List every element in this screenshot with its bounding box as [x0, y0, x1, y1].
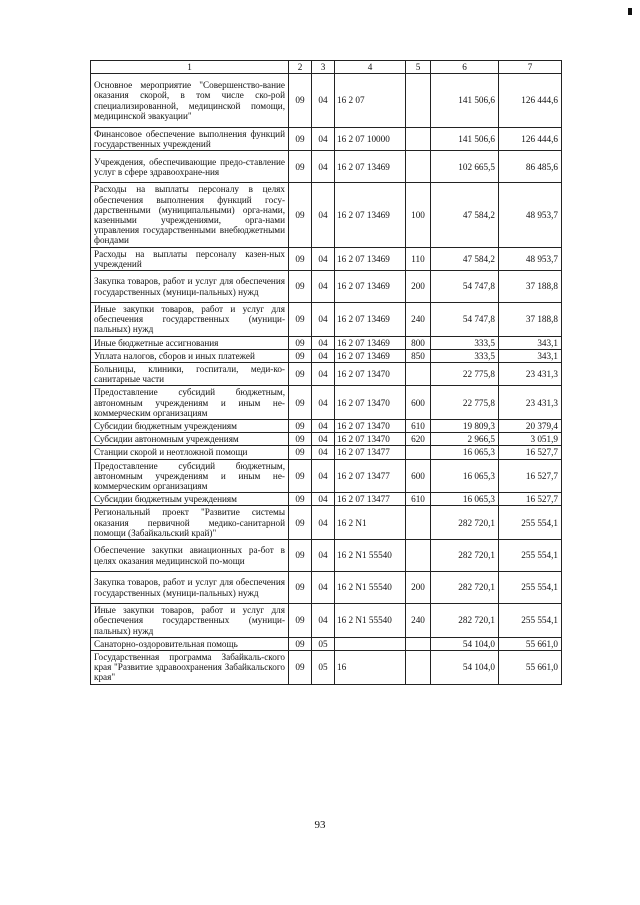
row-amount-year1: 54 104,0 — [431, 650, 499, 684]
corner-mark — [628, 8, 632, 15]
row-expense-type: 600 — [406, 386, 431, 420]
row-expense-type — [406, 151, 431, 183]
row-target-article: 16 2 N1 55540 — [335, 572, 406, 604]
table-row — [91, 433, 562, 446]
row-subsection: 04 — [312, 247, 335, 270]
row-name: Больницы, клиники, госпитали, меди-ко-санитарные части — [91, 363, 289, 386]
row-name: Государственная программа Забайкаль-ского края "Развитие здравоохранения Забайкальского края" — [91, 650, 289, 684]
row-amount-year2: 55 661,0 — [499, 637, 562, 650]
row-target-article: 16 2 07 — [335, 74, 406, 128]
row-amount-year1: 282 720,1 — [431, 540, 499, 572]
row-expense-type: 610 — [406, 493, 431, 506]
row-amount-year2: 255 554,1 — [499, 572, 562, 604]
row-amount-year1: 16 065,3 — [431, 459, 499, 493]
row-amount-year1: 54 747,8 — [431, 303, 499, 337]
row-section: 09 — [289, 74, 312, 128]
row-name: Региональный проект "Развитие системы оказания первичной медико-санитарной помощи (Забайкальский край)" — [91, 506, 289, 540]
budget-table — [90, 60, 562, 685]
row-target-article — [335, 637, 406, 650]
table-row — [91, 271, 562, 303]
row-section: 09 — [289, 336, 312, 349]
row-name: Станции скорой и неотложной помощи — [91, 446, 289, 459]
row-expense-type — [406, 637, 431, 650]
row-amount-year2: 16 527,7 — [499, 459, 562, 493]
row-section: 09 — [289, 446, 312, 459]
row-amount-year2: 48 953,7 — [499, 247, 562, 270]
row-subsection: 04 — [312, 336, 335, 349]
header-row — [91, 61, 562, 74]
row-section: 09 — [289, 604, 312, 638]
header-cell: 2 — [289, 61, 312, 74]
row-expense-type: 200 — [406, 271, 431, 303]
row-expense-type: 200 — [406, 572, 431, 604]
row-section: 09 — [289, 271, 312, 303]
header-cell: 3 — [312, 61, 335, 74]
row-subsection: 04 — [312, 386, 335, 420]
row-subsection: 04 — [312, 506, 335, 540]
row-amount-year1: 333,5 — [431, 349, 499, 362]
row-section: 09 — [289, 493, 312, 506]
row-target-article: 16 2 N1 55540 — [335, 540, 406, 572]
row-target-article: 16 2 07 10000 — [335, 128, 406, 151]
row-expense-type: 800 — [406, 336, 431, 349]
row-subsection: 05 — [312, 650, 335, 684]
row-expense-type: 600 — [406, 459, 431, 493]
row-amount-year2: 343,1 — [499, 349, 562, 362]
table-row — [91, 128, 562, 151]
row-name: Закупка товаров, работ и услуг для обеспечения государственных (муници-пальных) нужд — [91, 271, 289, 303]
row-section: 09 — [289, 363, 312, 386]
row-amount-year2: 37 188,8 — [499, 271, 562, 303]
row-amount-year2: 20 379,4 — [499, 420, 562, 433]
row-target-article: 16 2 07 13477 — [335, 493, 406, 506]
table-row — [91, 336, 562, 349]
row-name: Иные закупки товаров, работ и услуг для обеспечения государственных (муници-пальных) нужд — [91, 303, 289, 337]
row-name: Предоставление субсидий бюджетным, автономным учреждениям и иным не-коммерческим организациям — [91, 459, 289, 493]
row-section: 09 — [289, 506, 312, 540]
header-cell: 5 — [406, 61, 431, 74]
row-expense-type: 110 — [406, 247, 431, 270]
table-row — [91, 493, 562, 506]
table-row — [91, 151, 562, 183]
row-expense-type: 240 — [406, 303, 431, 337]
row-target-article: 16 2 N1 55540 — [335, 604, 406, 638]
row-subsection: 04 — [312, 540, 335, 572]
row-subsection: 04 — [312, 363, 335, 386]
row-target-article: 16 — [335, 650, 406, 684]
row-section: 09 — [289, 650, 312, 684]
row-amount-year2: 255 554,1 — [499, 506, 562, 540]
row-section: 09 — [289, 151, 312, 183]
row-subsection: 05 — [312, 637, 335, 650]
row-expense-type — [406, 446, 431, 459]
row-amount-year1: 22 775,8 — [431, 386, 499, 420]
row-name: Санаторно-оздоровительная помощь — [91, 637, 289, 650]
row-expense-type — [406, 363, 431, 386]
row-name: Учреждения, обеспечивающие предо-ставление услуг в сфере здравоохране-ния — [91, 151, 289, 183]
row-target-article: 16 2 07 13469 — [335, 336, 406, 349]
row-subsection: 04 — [312, 446, 335, 459]
table-row — [91, 604, 562, 638]
row-name: Расходы на выплаты персоналу в целях обеспечения выполнения функций госу-дарственными (муниципальными) орга-нами, казенными учреждениями, орга-нами управления государственными внебюджетными фондами — [91, 183, 289, 247]
row-subsection: 04 — [312, 74, 335, 128]
row-amount-year1: 54 104,0 — [431, 637, 499, 650]
row-name: Расходы на выплаты персоналу казен-ных учреждений — [91, 247, 289, 270]
header-cell: 4 — [335, 61, 406, 74]
row-subsection: 04 — [312, 459, 335, 493]
row-amount-year1: 16 065,3 — [431, 493, 499, 506]
row-name: Субсидии бюджетным учреждениям — [91, 493, 289, 506]
row-target-article: 16 2 07 13469 — [335, 271, 406, 303]
row-name: Иные бюджетные ассигнования — [91, 336, 289, 349]
row-subsection: 04 — [312, 151, 335, 183]
header-cell: 6 — [431, 61, 499, 74]
row-name: Субсидии автономным учреждениям — [91, 433, 289, 446]
row-amount-year1: 47 584,2 — [431, 183, 499, 247]
row-amount-year2: 16 527,7 — [499, 493, 562, 506]
row-section: 09 — [289, 247, 312, 270]
table-row — [91, 540, 562, 572]
table-row — [91, 183, 562, 247]
row-subsection: 04 — [312, 128, 335, 151]
row-amount-year2: 23 431,3 — [499, 386, 562, 420]
row-amount-year1: 282 720,1 — [431, 604, 499, 638]
row-expense-type: 620 — [406, 433, 431, 446]
row-section: 09 — [289, 349, 312, 362]
row-expense-type: 850 — [406, 349, 431, 362]
table-row — [91, 303, 562, 337]
table-row — [91, 650, 562, 684]
row-amount-year1: 19 809,3 — [431, 420, 499, 433]
row-amount-year1: 141 506,6 — [431, 128, 499, 151]
row-amount-year2: 3 051,9 — [499, 433, 562, 446]
table-row — [91, 363, 562, 386]
row-amount-year2: 255 554,1 — [499, 540, 562, 572]
row-amount-year1: 16 065,3 — [431, 446, 499, 459]
row-subsection: 04 — [312, 433, 335, 446]
table-body — [91, 74, 562, 685]
row-target-article: 16 2 07 13470 — [335, 433, 406, 446]
row-target-article: 16 2 07 13469 — [335, 183, 406, 247]
row-expense-type — [406, 506, 431, 540]
row-name: Закупка товаров, работ и услуг для обеспечения государственных (муници-пальных) нужд — [91, 572, 289, 604]
row-amount-year1: 102 665,5 — [431, 151, 499, 183]
table-row — [91, 572, 562, 604]
row-section: 09 — [289, 637, 312, 650]
row-name: Предоставление субсидий бюджетным, автономным учреждениям и иным не-коммерческим организациям — [91, 386, 289, 420]
row-section: 09 — [289, 420, 312, 433]
row-target-article: 16 2 07 13470 — [335, 363, 406, 386]
row-amount-year2: 126 444,6 — [499, 74, 562, 128]
row-target-article: 16 2 07 13469 — [335, 303, 406, 337]
table-row — [91, 506, 562, 540]
row-amount-year2: 343,1 — [499, 336, 562, 349]
row-amount-year2: 16 527,7 — [499, 446, 562, 459]
row-subsection: 04 — [312, 349, 335, 362]
row-target-article: 16 2 07 13469 — [335, 247, 406, 270]
row-amount-year2: 23 431,3 — [499, 363, 562, 386]
row-section: 09 — [289, 433, 312, 446]
row-amount-year2: 126 444,6 — [499, 128, 562, 151]
row-amount-year1: 47 584,2 — [431, 247, 499, 270]
table-header — [91, 61, 562, 74]
row-amount-year1: 54 747,8 — [431, 271, 499, 303]
row-subsection: 04 — [312, 183, 335, 247]
table-row — [91, 74, 562, 128]
table-row — [91, 247, 562, 270]
row-name: Субсидии бюджетным учреждениям — [91, 420, 289, 433]
table-row — [91, 420, 562, 433]
row-section: 09 — [289, 303, 312, 337]
row-amount-year1: 22 775,8 — [431, 363, 499, 386]
row-target-article: 16 2 07 13477 — [335, 459, 406, 493]
row-amount-year2: 86 485,6 — [499, 151, 562, 183]
row-amount-year1: 2 966,5 — [431, 433, 499, 446]
row-section: 09 — [289, 128, 312, 151]
table-row — [91, 349, 562, 362]
row-expense-type — [406, 128, 431, 151]
row-amount-year2: 255 554,1 — [499, 604, 562, 638]
row-subsection: 04 — [312, 303, 335, 337]
row-amount-year1: 282 720,1 — [431, 506, 499, 540]
row-target-article: 16 2 N1 — [335, 506, 406, 540]
row-target-article: 16 2 07 13470 — [335, 420, 406, 433]
row-amount-year2: 55 661,0 — [499, 650, 562, 684]
row-subsection: 04 — [312, 271, 335, 303]
row-amount-year1: 282 720,1 — [431, 572, 499, 604]
row-section: 09 — [289, 459, 312, 493]
table-row — [91, 459, 562, 493]
header-cell: 1 — [91, 61, 289, 74]
table-row — [91, 637, 562, 650]
row-expense-type: 240 — [406, 604, 431, 638]
row-name: Финансовое обеспечение выполнения функций государственных учреждений — [91, 128, 289, 151]
table-row — [91, 446, 562, 459]
row-section: 09 — [289, 183, 312, 247]
table-row — [91, 386, 562, 420]
row-expense-type: 100 — [406, 183, 431, 247]
row-target-article: 16 2 07 13469 — [335, 349, 406, 362]
row-amount-year1: 141 506,6 — [431, 74, 499, 128]
row-expense-type — [406, 74, 431, 128]
row-amount-year1: 333,5 — [431, 336, 499, 349]
row-expense-type — [406, 650, 431, 684]
row-section: 09 — [289, 540, 312, 572]
row-subsection: 04 — [312, 572, 335, 604]
row-amount-year2: 37 188,8 — [499, 303, 562, 337]
row-amount-year2: 48 953,7 — [499, 183, 562, 247]
row-subsection: 04 — [312, 493, 335, 506]
row-name: Обеспечение закупки авиационных ра-бот в целях оказания медицинской по-мощи — [91, 540, 289, 572]
row-target-article: 16 2 07 13470 — [335, 386, 406, 420]
row-name: Основное мероприятие "Совершенство-вание оказания скорой, в том числе ско-рой специализированной, медицинской помощи, медицинской эвакуации" — [91, 74, 289, 128]
row-expense-type: 610 — [406, 420, 431, 433]
row-name: Уплата налогов, сборов и иных платежей — [91, 349, 289, 362]
row-subsection: 04 — [312, 604, 335, 638]
row-section: 09 — [289, 572, 312, 604]
row-subsection: 04 — [312, 420, 335, 433]
header-cell: 7 — [499, 61, 562, 74]
row-name: Иные закупки товаров, работ и услуг для обеспечения государственных (муници-пальных) нужд — [91, 604, 289, 638]
row-target-article: 16 2 07 13477 — [335, 446, 406, 459]
page-number: 93 — [314, 819, 326, 831]
row-expense-type — [406, 540, 431, 572]
row-section: 09 — [289, 386, 312, 420]
row-target-article: 16 2 07 13469 — [335, 151, 406, 183]
